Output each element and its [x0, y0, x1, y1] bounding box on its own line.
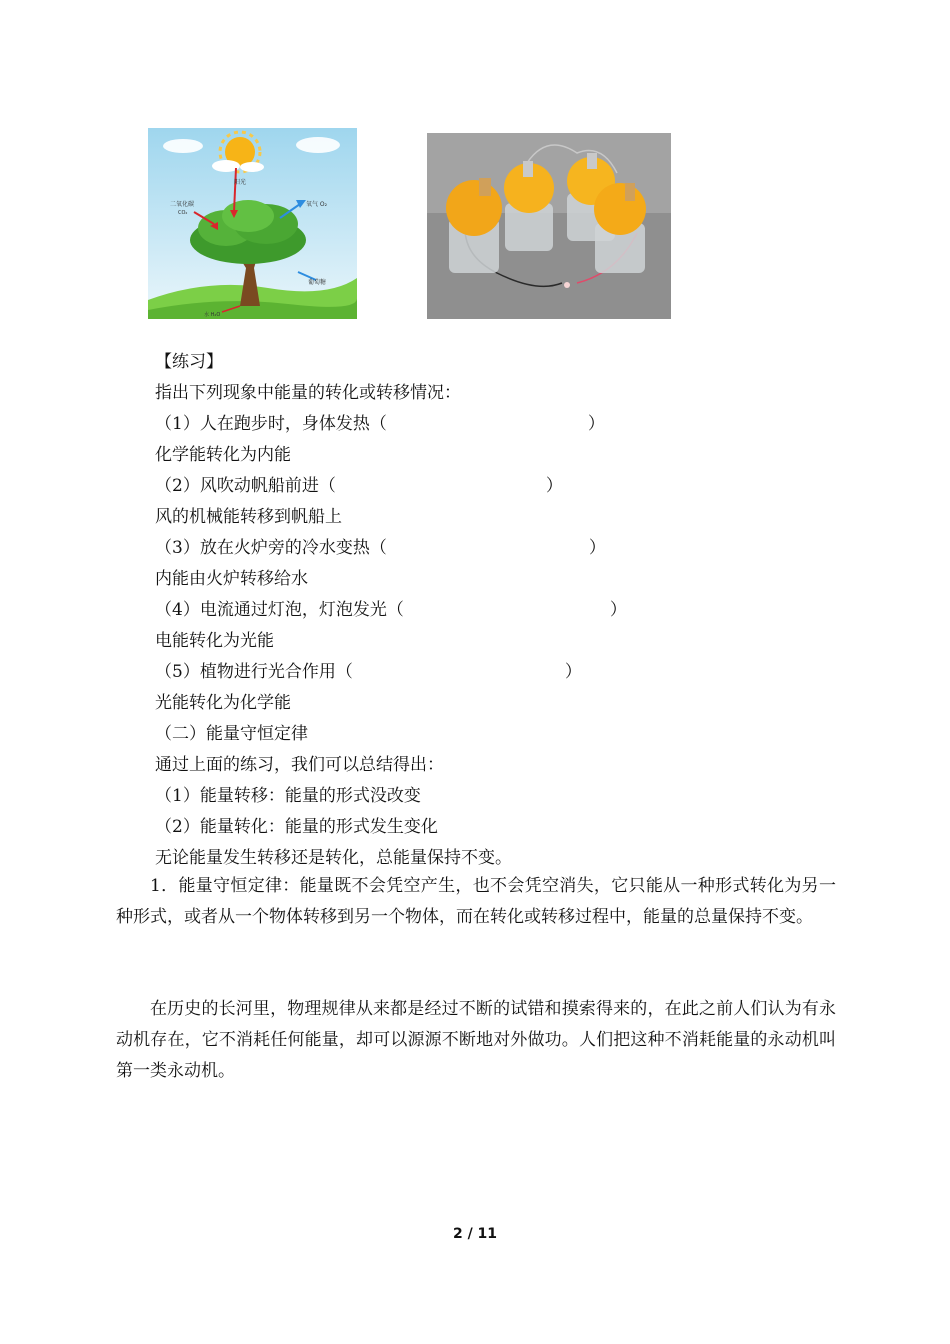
point-conversion: （2）能量转化：能量的形式发生变化 — [155, 817, 438, 837]
section-intro: 通过上面的练习，我们可以总结得出： — [155, 755, 444, 775]
lemon-cup — [504, 161, 554, 251]
label-sunlight: 阳光 — [234, 179, 247, 186]
exercise-heading: 【练习】 — [155, 352, 223, 372]
exercise-answer-5: 光能转化为化学能 — [155, 693, 291, 713]
law-paragraph: 1．能量守恒定律：能量既不会凭空产生，也不会凭空消失，它只能从一种形式转化为另一种形式，或者从一个物体转移到另一个物体，而在转化或转移过程中，能量的总量保持不变。 — [116, 876, 836, 927]
exercise-question-2: （2）风吹动帆船前进（ ） — [155, 476, 563, 496]
exercise-answer-4: 电能转化为光能 — [155, 631, 274, 651]
exercise-question-1: （1）人在跑步时，身体发热（ ） — [155, 414, 605, 434]
exercise-question-5: （5）植物进行光合作用（ ） — [155, 662, 582, 682]
history-paragraph: 在历史的长河里，物理规律从来都是经过不断的试错和摸索得来的，在此之前人们认为有永动机存在，它不消耗任何能量，却可以源源不断地对外做功。人们把这种不消耗能量的永动机叫第一类永动机。 — [116, 999, 836, 1081]
exercise-answer-2: 风的机械能转移到帆船上 — [155, 507, 342, 527]
page-number: 2 / 11 — [452, 1226, 498, 1242]
exercise-question-3: （3）放在火炉旁的冷水变热（ ） — [155, 538, 606, 558]
lemon-battery-photo — [427, 133, 671, 319]
label-oxygen: 氧气 O₂ — [306, 201, 328, 208]
lemon-cup — [594, 183, 646, 273]
led-bulb — [564, 282, 570, 288]
exercise-answer-3: 内能由火炉转移给水 — [155, 569, 308, 589]
label-co2: 二氧化碳 — [170, 201, 195, 208]
label-water: 水 H₂O — [204, 312, 221, 318]
point-transfer: （1）能量转移：能量的形式没改变 — [155, 786, 421, 806]
label-glucose: 葡萄糖 — [308, 279, 327, 286]
photosynthesis-tree-figure — [148, 128, 357, 319]
section-title: （二）能量守恒定律 — [155, 724, 308, 744]
label-co2-formula: CO₂ — [178, 210, 188, 216]
exercise-question-4: （4）电流通过灯泡，灯泡发光（ ） — [155, 600, 627, 620]
exercise-answer-1: 化学能转化为内能 — [155, 445, 291, 465]
lemon-cup — [446, 178, 502, 273]
summary-line: 无论能量发生转移还是转化，总能量保持不变。 — [155, 848, 512, 868]
exercise-prompt: 指出下列现象中能量的转化或转移情况： — [155, 383, 461, 403]
